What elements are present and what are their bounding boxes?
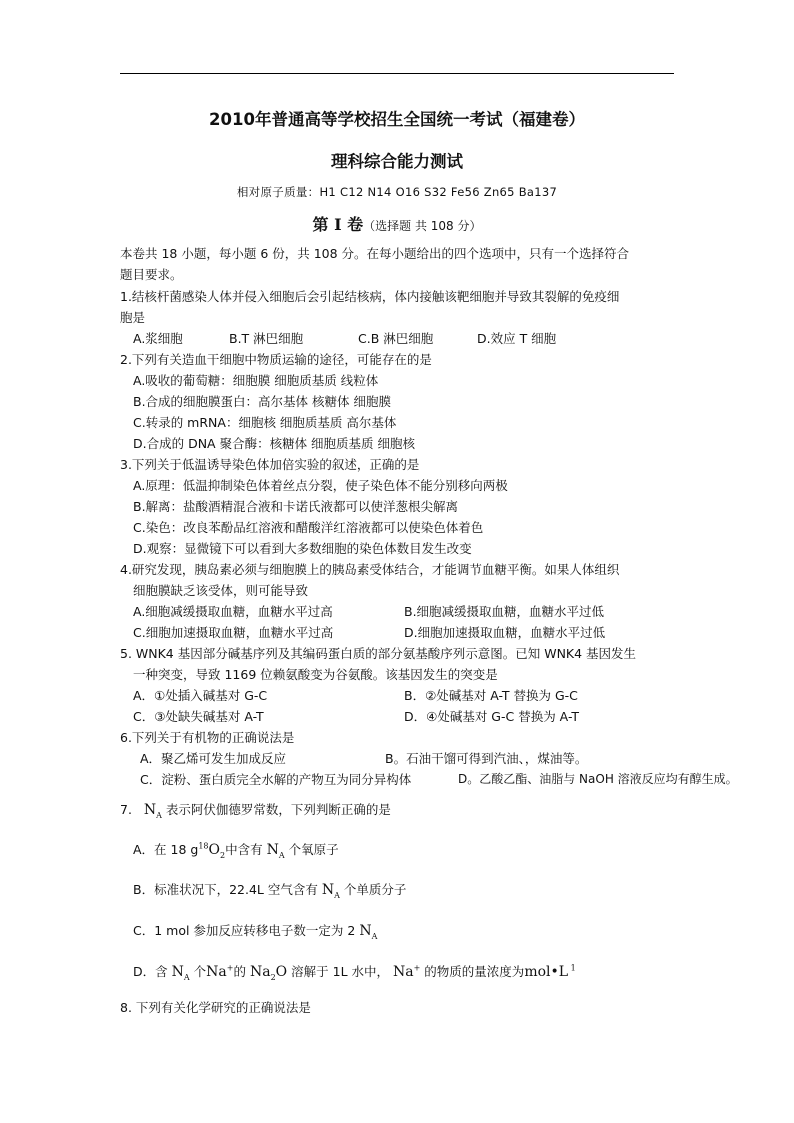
q3-stem: 3.下列关于低温诱导染色体加倍实验的叙述，正确的是 bbox=[120, 457, 420, 472]
q7-stem-text: 表示阿伏伽德罗常数，下列判断正确的是 bbox=[165, 802, 391, 817]
q1-stem-1: 1.结核杆菌感染人体并侵入细胞后会引起结核病，体内接触该靶细胞并导致其裂解的免疫细 bbox=[120, 289, 620, 304]
q4-option-c: C.细胞加速摄取血糖，血糖水平过高 bbox=[133, 625, 334, 640]
q3-option-a: A.原理：低温抑制染色体着丝点分裂，使子染色体不能分别移向两极 bbox=[133, 478, 508, 493]
q3-option-b: B.解离：盐酸酒精混合液和卡诺氏液都可以使洋葱根尖解离 bbox=[133, 499, 459, 514]
q1-option-b: B.T 淋巴细胞 bbox=[229, 331, 304, 346]
intro-line-1: 本卷共 18 小题，每小题 6 份，共 108 分。在每小题给出的四个选项中，只有一个选择符合 bbox=[120, 246, 630, 261]
q4-option-a: A.细胞减缓摄取血糖，血糖水平过高 bbox=[133, 604, 333, 619]
avogadro-symbol: $N_A$ bbox=[359, 923, 378, 941]
q6-stem: 6.下列关于有机物的正确说法是 bbox=[120, 730, 295, 745]
q1-option-a: A.浆细胞 bbox=[133, 331, 183, 346]
q7-stem bbox=[120, 800, 391, 818]
section-name: 第 I 卷 bbox=[312, 215, 364, 234]
q5-option-d: D．④处碱基对 G-C 替换为 A-T bbox=[404, 709, 579, 724]
q1-option-d: D.效应 T 细胞 bbox=[477, 331, 557, 346]
q4-option-d: D.细胞加速摄取血糖，血糖水平过低 bbox=[404, 625, 606, 640]
section-note: （选择题 共 108 分） bbox=[363, 219, 482, 233]
concentration-unit: mol•L $^1$ bbox=[524, 963, 576, 980]
q2-option-b: B.合成的细胞膜蛋白：高尔基体 核糖体 细胞膜 bbox=[133, 394, 391, 409]
q7-option-c: C．1 mol 参加反应转移电子数一定为 2 $N_A$ bbox=[133, 923, 378, 941]
q2-option-a: A.吸收的葡萄糖：细胞膜 细胞质基质 线粒体 bbox=[133, 373, 379, 388]
q2-option-d: D.合成的 DNA 聚合酶：核糖体 细胞质基质 细胞核 bbox=[133, 436, 416, 451]
q2-stem: 2.下列有关造血干细胞中物质运输的途径，可能存在的是 bbox=[120, 352, 432, 367]
q4-option-b: B.细胞减缓摄取血糖，血糖水平过低 bbox=[404, 604, 605, 619]
q6-option-d: D。乙酸乙酯、油脂与 NaOH 溶液反应均有醇生成。 bbox=[458, 772, 738, 786]
q1-option-c: C.B 淋巴细胞 bbox=[358, 331, 434, 346]
intro-line-2: 题目要求。 bbox=[120, 267, 183, 282]
q2-option-c: C.转录的 mRNA：细胞核 细胞质基质 高尔基体 bbox=[133, 415, 397, 430]
q8-stem: 8. 下列有关化学研究的正确说法是 bbox=[120, 1000, 311, 1015]
q5-stem-1: 5. WNK4 基因部分碱基序列及其编码蛋白质的部分氨基酸序列示意图。已知 WNK4 基因发生 bbox=[120, 646, 637, 661]
section-heading bbox=[0, 212, 794, 235]
sodium-ion-formula: Na+ bbox=[206, 963, 234, 980]
exam-subtitle: 理科综合能力测试 bbox=[331, 152, 463, 171]
q4-stem-1: 4.研究发现，胰岛素必须与细胞膜上的胰岛素受体结合，才能调节血糖平衡。如果人体组织 bbox=[120, 562, 620, 577]
q3-option-d: D.观察：显微镜下可以看到大多数细胞的染色体数目发生改变 bbox=[133, 541, 472, 556]
q7-option-b: B．标准状况下，22.4L 空气含有 $N_A$ 个单质分子 bbox=[133, 882, 407, 900]
q6-option-c: C．淀粉、蛋白质完全水解的产物互为同分异构体 bbox=[140, 772, 412, 787]
q5-option-b: B．②处碱基对 A-T 替换为 G-C bbox=[404, 688, 578, 703]
sodium-oxide-formula: $Na_2O$ bbox=[249, 964, 288, 982]
q1-stem-2: 胞是 bbox=[120, 310, 146, 325]
avogadro-symbol: $N_A$ bbox=[266, 842, 285, 860]
q6-option-a: A．聚乙烯可发生加成反应 bbox=[140, 751, 287, 766]
q7-option-a: A．在 18 $g^{18}O_2$中含有 $N_A$ 个氧原子 bbox=[133, 841, 339, 860]
q7-number: 7. bbox=[120, 802, 132, 817]
q3-option-c: C.染色：改良苯酚品红溶液和醋酸洋红溶液都可以使染色体着色 bbox=[133, 520, 484, 535]
avogadro-symbol: $N_A$ bbox=[143, 802, 162, 820]
q4-stem-2: 细胞膜缺乏该受体，则可能导致 bbox=[133, 583, 309, 598]
avogadro-symbol: $N_A$ bbox=[321, 882, 340, 900]
oxygen-18-formula: $^{18}O_2$ bbox=[198, 841, 226, 860]
q5-stem-2: 一种突变，导致 1169 位赖氨酸变为谷氨酸。该基因发生的突变是 bbox=[133, 667, 498, 682]
avogadro-symbol: $N_A$ bbox=[171, 964, 190, 982]
atomic-masses: 相对原子质量：H1 C12 N14 O16 S32 Fe56 Zn65 Ba137 bbox=[236, 185, 558, 199]
exam-title: 2010年普通高等学校招生全国统一考试（福建卷） bbox=[209, 110, 585, 129]
q5-option-c: C．③处缺失碱基对 A-T bbox=[133, 709, 264, 724]
q6-option-b: B。石油干馏可得到汽油、，煤油等。 bbox=[385, 751, 588, 766]
header-rule bbox=[120, 73, 674, 74]
q5-option-a: A．①处插入碱基对 G-C bbox=[133, 688, 268, 703]
sodium-ion-formula: Na+ bbox=[393, 963, 421, 980]
q7-option-d: D．含 $N_A$ 个Na+的 $Na_2O$ 溶解于 1L 水中， Na+ 的物质的量浓度为mol•L $^1$ bbox=[133, 963, 576, 982]
